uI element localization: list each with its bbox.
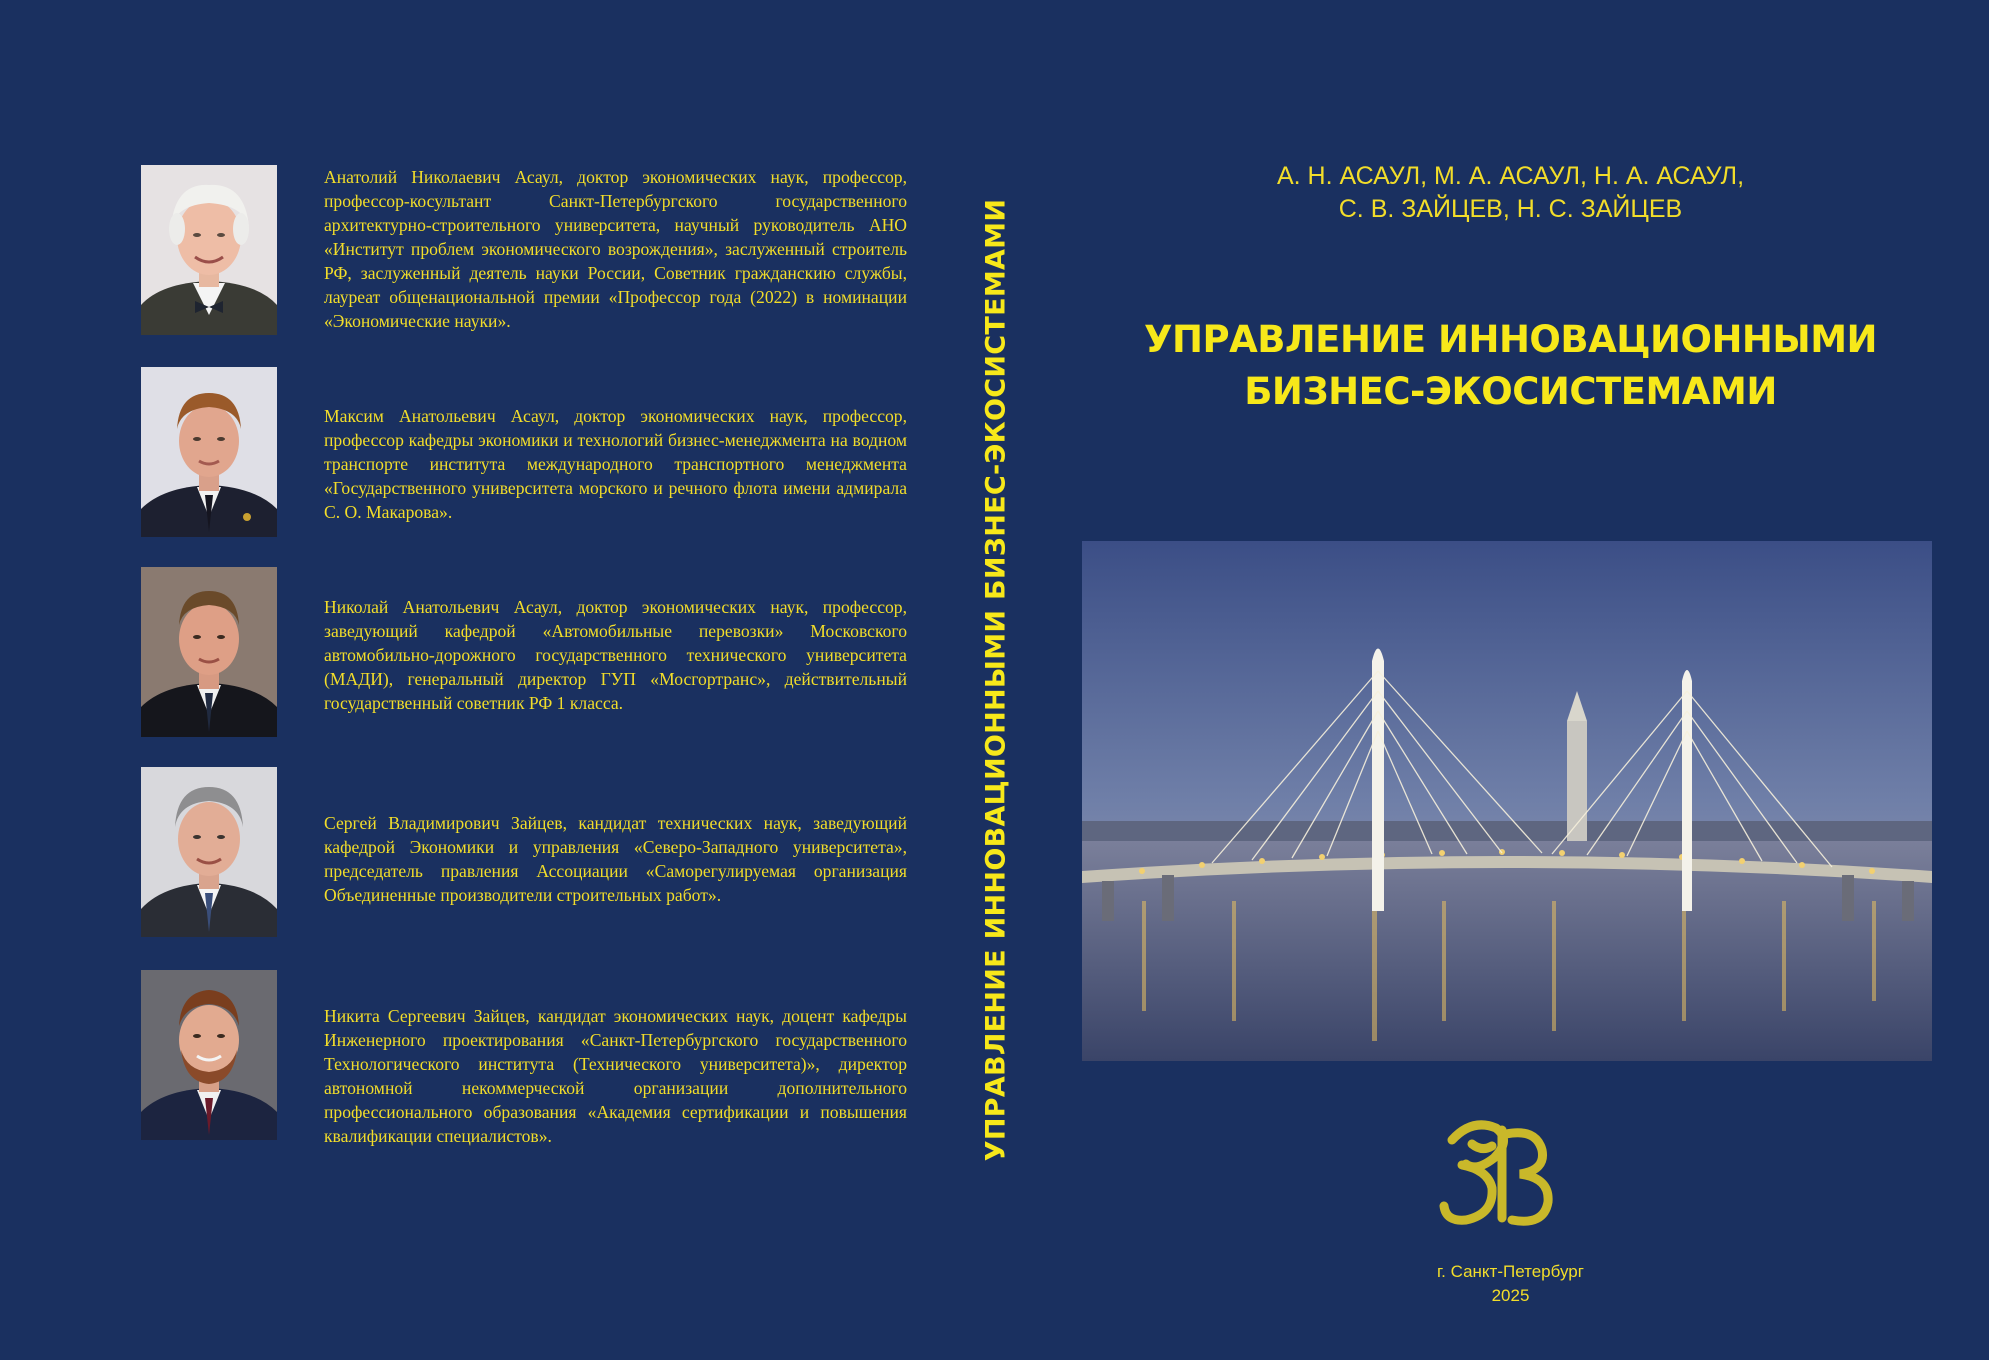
book-title: УПРАВЛЕНИЕ ИННОВАЦИОННЫМИ: [1143, 318, 1878, 361]
book-title: БИЗНЕС-ЭКОСИСТЕМАМИ: [1244, 370, 1777, 413]
author-photo-icon: [141, 970, 277, 1140]
author-photo-icon: [141, 767, 277, 937]
spine-title: УПРАВЛЕНИЕ ИННОВАЦИОННЫМИ БИЗНЕС-ЭКОСИСТЕМАМИ: [980, 198, 1012, 1162]
authors-line: С. В. ЗАЙЦЕВ, Н. С. ЗАЙЦЕВ: [1338, 195, 1683, 223]
author-entry: [141, 567, 907, 737]
city-line: г. Санкт-Петербург: [1437, 1262, 1584, 1281]
author-entry: [141, 367, 907, 537]
year-line: 2025: [1491, 1286, 1530, 1305]
spine: [960, 0, 1032, 1360]
author-photo-icon: [141, 567, 277, 737]
authors-line: А. Н. АСАУЛ, М. А. АСАУЛ, Н. А. АСАУЛ,: [1276, 162, 1745, 190]
author-photo-icon: [141, 165, 277, 335]
author-bio: Сергей Владимирович Зайцев, кандидат технических наук, заведующий кафедрой Экономики и управления «Северо-Западного университета», председатель правления Ассоциации «Саморегулируемая организация Объединенные производители строительных работ».: [324, 813, 907, 905]
back-cover: [0, 0, 960, 1360]
author-bio: Максим Анатольевич Асаул, доктор экономических наук, профессор, профессор кафедры экономики и технологий бизнес-менеджмента на водном транспорте института международного транспортного менеджмента «Государственного университета морского и речного флота имени адмирала С. О. Макарова».: [324, 406, 907, 522]
author-photo-icon: [141, 367, 277, 537]
cable-stayed-bridge-photo-icon: [1082, 541, 1932, 1061]
author-bio: Николай Анатольевич Асаул, доктор экономических наук, профессор, заведующий кафедрой «Автомобильные перевозки» Московского автомобильно-дорожного государственного технического университета (МАДИ), генеральный директор ГУП «Мосгортранс», действительный государственный советник РФ 1 класса.: [324, 597, 907, 713]
publisher-monogram-logo-icon: [1432, 1110, 1562, 1240]
front-cover: [1032, 0, 1989, 1360]
author-bio: Никита Сергеевич Зайцев, кандидат экономических наук, доцент кафедры Инженерного проектирования «Санкт-Петербургского государственного Технологического института (Технического университета)», директор автономной некоммерческой организации дополнительного профессионального образования «Академия сертификации и повышения квалификации специалистов».: [324, 1006, 907, 1146]
author-entry: [141, 767, 907, 937]
author-bio: Анатолий Николаевич Асаул, доктор экономических наук, профессор, профессор-косультант Санкт-Петербургского государственного архитектурно-строительного университета, научный руководитель АНО «Институт проблем экономического возрождения», заслуженный строитель РФ, заслуженный деятель науки России, Советник гражданскию службы, лауреат общенациональной премии «Профессор года (2022) в номинации «Экономические науки».: [324, 167, 907, 331]
author-entry: [141, 165, 907, 335]
author-entry: [141, 970, 907, 1146]
